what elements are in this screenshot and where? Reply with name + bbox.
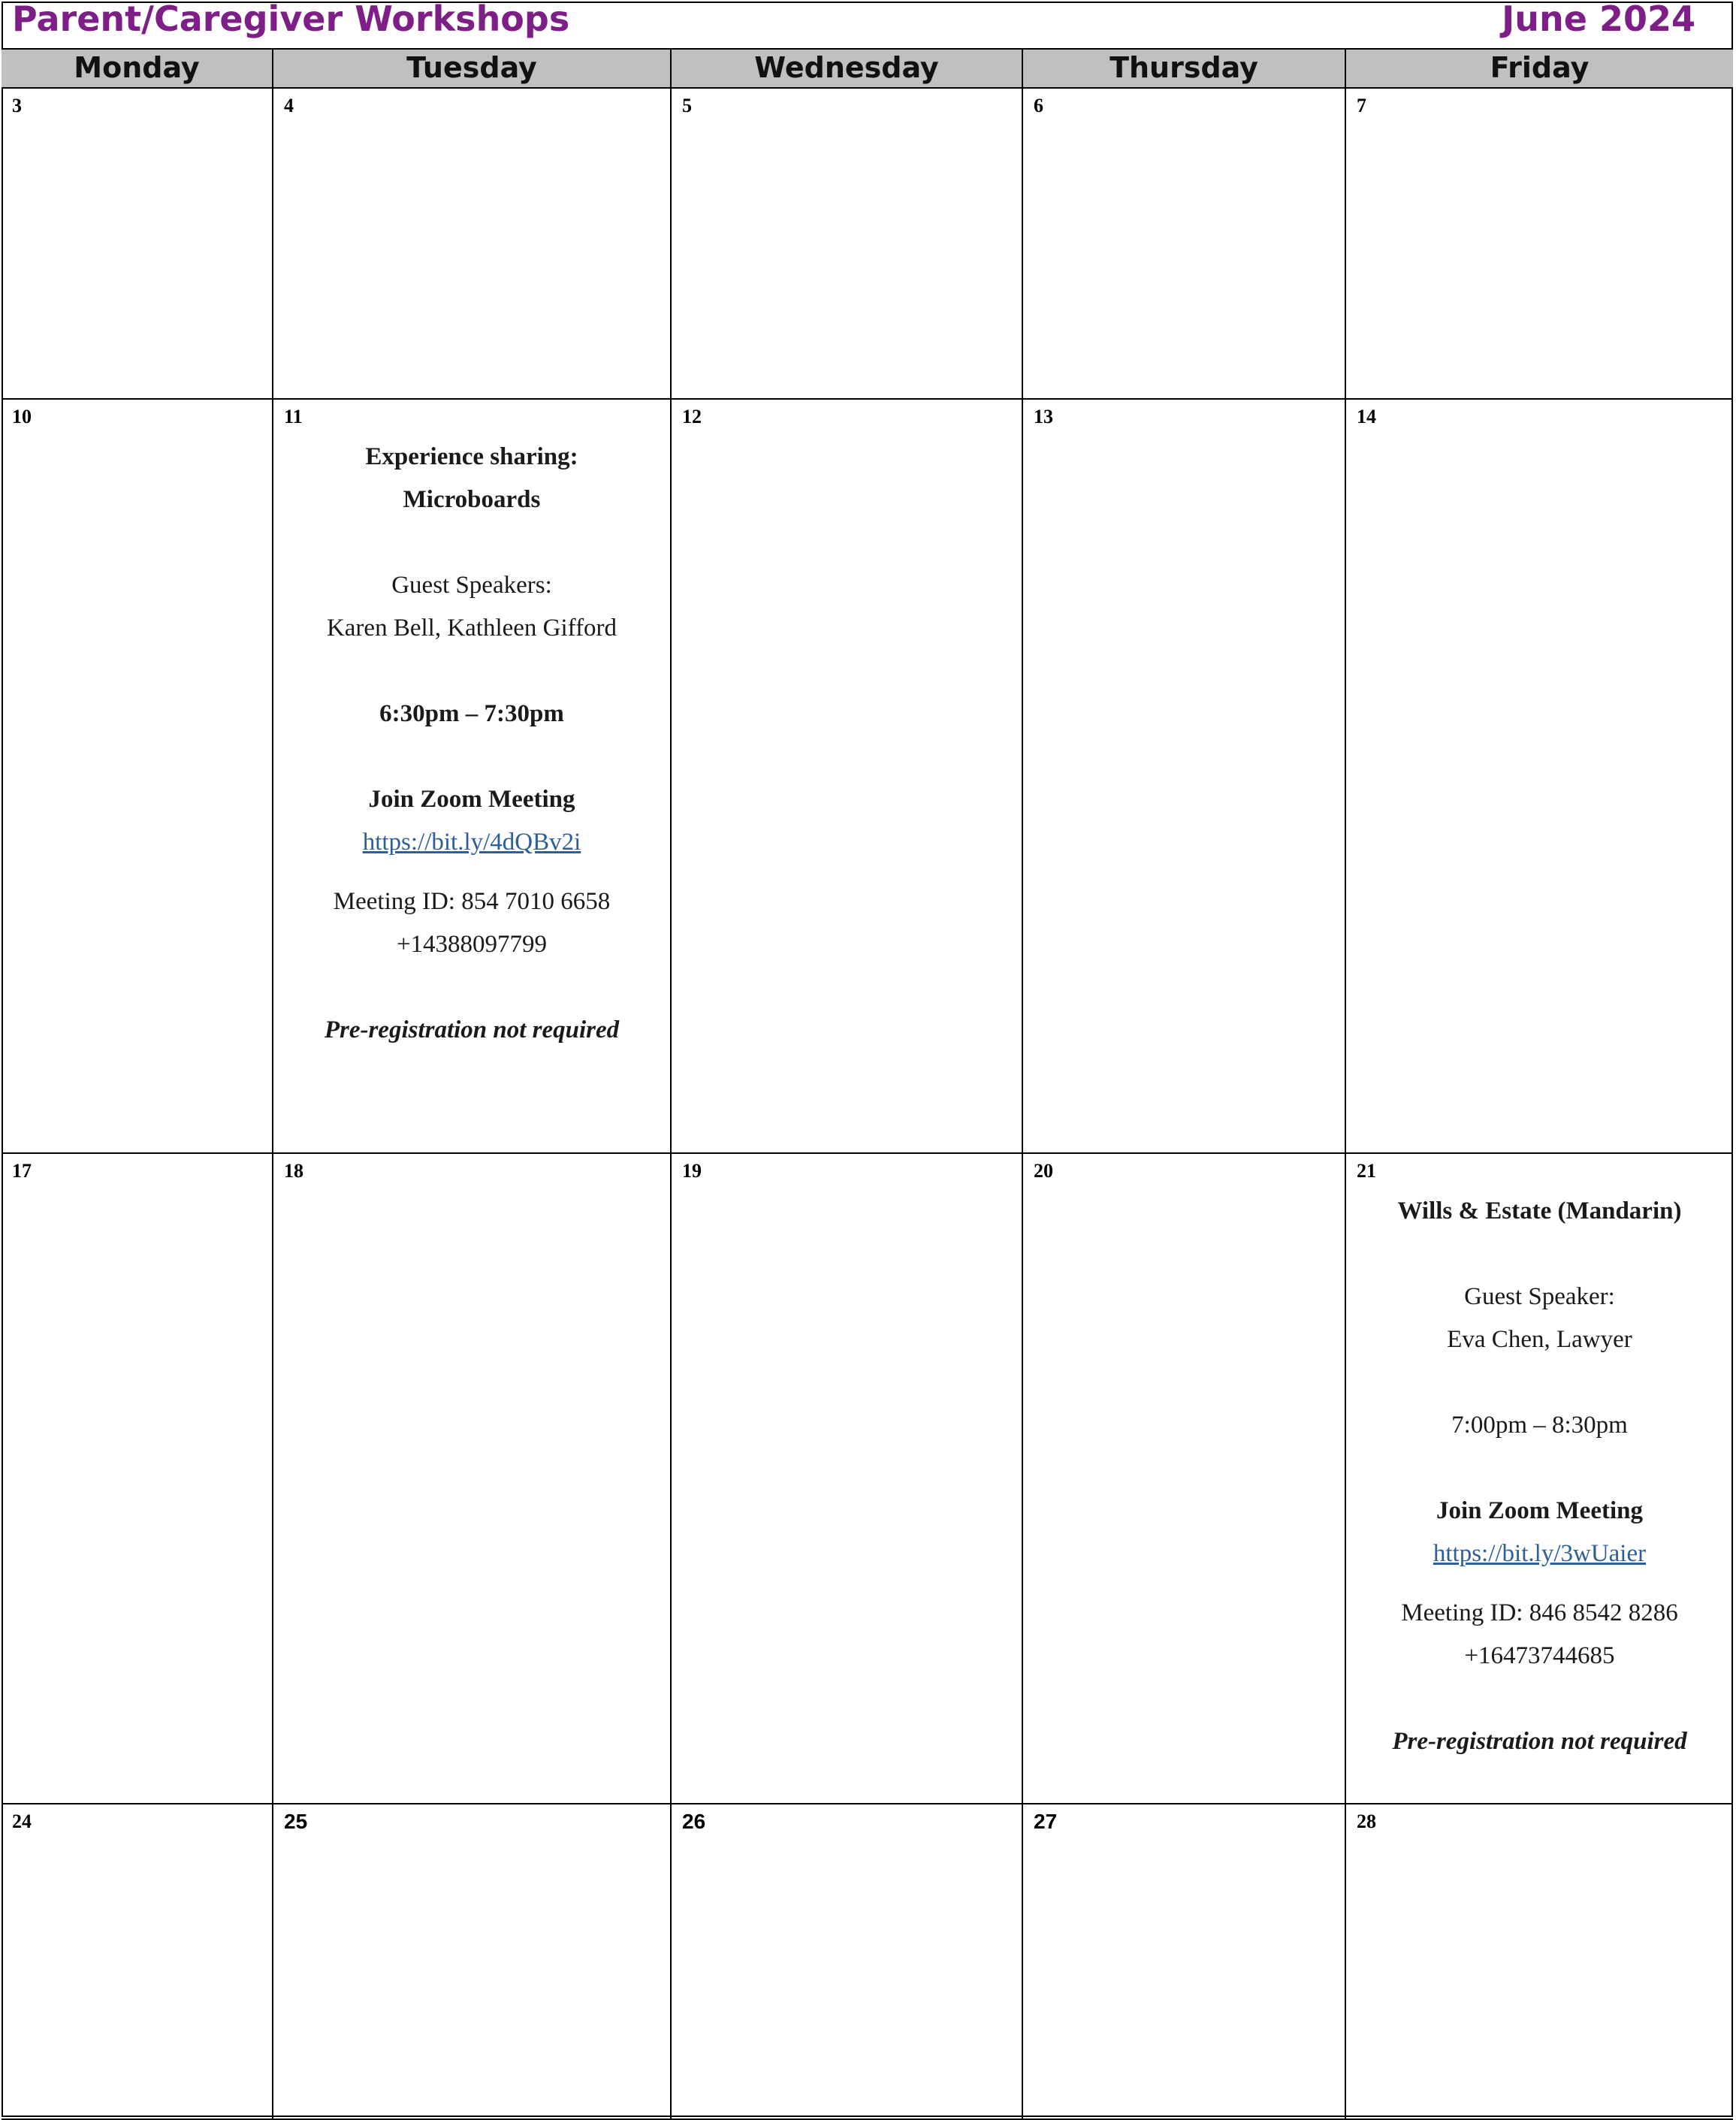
weekday-header-friday: Friday xyxy=(1346,50,1733,89)
day-cell xyxy=(1023,1804,1346,2120)
event-phone: +16473744685 xyxy=(1464,1642,1615,1669)
event-note: Pre-registration not required xyxy=(1392,1728,1687,1755)
event-title-line2: Microboards xyxy=(403,486,541,513)
event-speakers: Eva Chen, Lawyer xyxy=(1447,1326,1632,1353)
calendar-grid xyxy=(2,48,1733,2120)
day-number: 12 xyxy=(682,406,702,427)
day-cell xyxy=(1346,89,1733,400)
day-number: 24 xyxy=(12,1810,32,1832)
weekday-header-wednesday: Wednesday xyxy=(672,50,1023,89)
event-time: 6:30pm – 7:30pm xyxy=(379,700,564,727)
day-number: 25 xyxy=(284,1810,308,1833)
day-cell xyxy=(1023,89,1346,400)
day-cell xyxy=(273,89,672,400)
day-number: 17 xyxy=(12,1160,32,1182)
day-cell xyxy=(672,89,1023,400)
event-join-label: Join Zoom Meeting xyxy=(1436,1497,1643,1524)
event-join-label: Join Zoom Meeting xyxy=(368,786,575,813)
month-label: June 2024 xyxy=(1502,0,1695,39)
day-cell xyxy=(2,1154,273,1804)
day-cell xyxy=(1023,1154,1346,1804)
day-number: 7 xyxy=(1357,95,1366,116)
event-phone: +14388097799 xyxy=(396,931,548,958)
event-title: Wills & Estate (Mandarin) xyxy=(1397,1197,1682,1225)
day-cell xyxy=(1023,400,1346,1154)
day-number: 18 xyxy=(284,1160,303,1182)
day-number: 4 xyxy=(284,95,294,116)
day-number: 19 xyxy=(682,1160,702,1182)
day-number: 21 xyxy=(1357,1160,1376,1182)
day-cell xyxy=(273,1154,672,1804)
day-cell xyxy=(672,1154,1023,1804)
day-number: 27 xyxy=(1034,1810,1058,1833)
day-cell xyxy=(1346,400,1733,1154)
day-number: 5 xyxy=(682,95,692,116)
day-cell-event xyxy=(273,400,672,1154)
event-speakers: Karen Bell, Kathleen Gifford xyxy=(326,615,617,642)
event-meeting-id: Meeting ID: 846 8542 8286 xyxy=(1401,1599,1678,1626)
event-microboards xyxy=(273,436,670,1052)
day-cell-event xyxy=(1346,1154,1733,1804)
weekday-header-monday: Monday xyxy=(2,50,273,89)
event-meeting-id: Meeting ID: 854 7010 6658 xyxy=(333,888,611,915)
event-zoom-link[interactable]: https://bit.ly/4dQBv2i xyxy=(362,829,581,856)
day-cell xyxy=(2,89,273,400)
day-number: 14 xyxy=(1357,406,1376,427)
day-cell xyxy=(1346,1804,1733,2120)
day-cell xyxy=(2,400,273,1154)
day-cell xyxy=(273,1804,672,2120)
event-wills-estate xyxy=(1346,1190,1733,1763)
day-number: 11 xyxy=(284,406,303,427)
event-note: Pre-registration not required xyxy=(324,1016,620,1043)
event-title: Experience sharing: xyxy=(365,443,578,470)
weekday-header-tuesday: Tuesday xyxy=(273,50,672,89)
day-number: 10 xyxy=(12,406,32,427)
day-number: 3 xyxy=(12,95,22,116)
event-time: 7:00pm – 8:30pm xyxy=(1451,1412,1628,1439)
day-cell xyxy=(672,1804,1023,2120)
weekday-header-thursday: Thursday xyxy=(1023,50,1346,89)
event-speaker-label: Guest Speaker: xyxy=(1464,1283,1615,1310)
day-number: 13 xyxy=(1034,406,1053,427)
title-bar xyxy=(0,0,1736,48)
day-number: 26 xyxy=(682,1810,706,1833)
day-number: 28 xyxy=(1357,1810,1376,1832)
day-cell xyxy=(672,400,1023,1154)
day-cell xyxy=(2,1804,273,2120)
event-speaker-label: Guest Speakers: xyxy=(391,572,552,599)
day-number: 20 xyxy=(1034,1160,1053,1182)
page-title: Parent/Caregiver Workshops xyxy=(12,0,570,39)
day-number: 6 xyxy=(1034,95,1043,116)
event-zoom-link[interactable]: https://bit.ly/3wUaier xyxy=(1433,1540,1647,1567)
